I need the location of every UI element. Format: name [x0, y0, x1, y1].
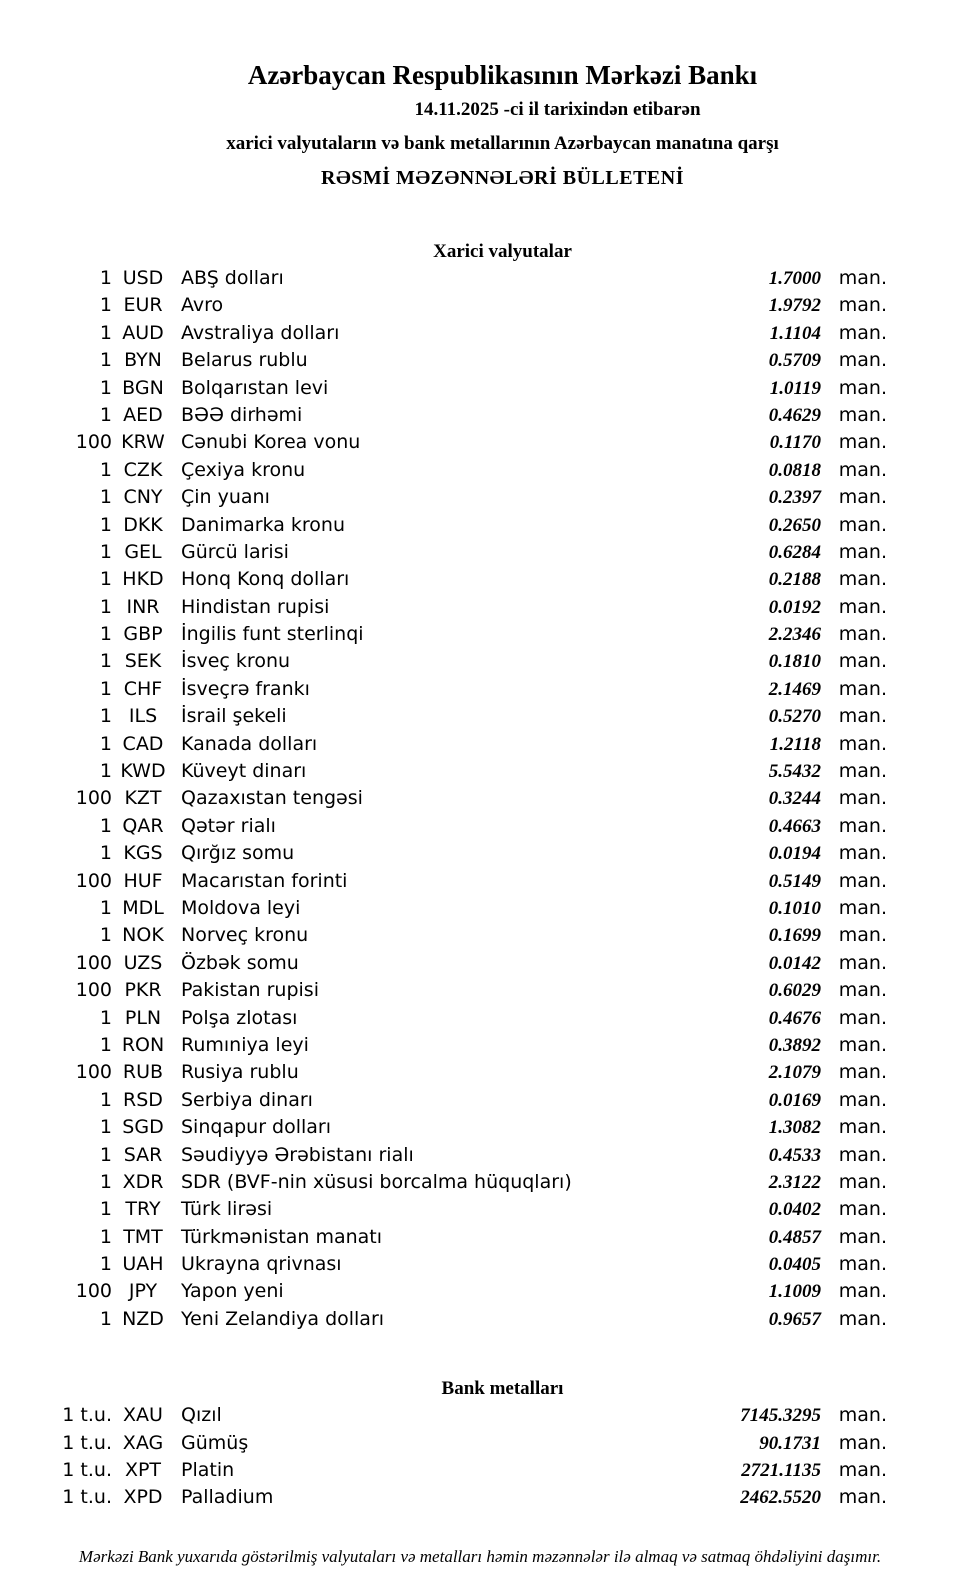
rate-value: 0.4676 [768, 1007, 821, 1029]
currency-name: Qətər rialı [181, 814, 276, 837]
unit-label: man. [838, 267, 887, 289]
unit-label: man. [838, 1307, 887, 1330]
unit-label: man. [838, 623, 887, 646]
bulletin-title-line: RƏSMİ MƏZƏNNƏLƏRİ BÜLLETENİ [321, 167, 684, 189]
currency-name: Bolqarıstan levi [181, 376, 329, 399]
subtitle-line: xarici valyutaların və bank metallarının Azərbaycan manatına qarşı [226, 133, 779, 154]
currency-code: MDL [122, 896, 164, 919]
currency-name: SDR (BVF-nin xüsusi borcalma hüquqları) [181, 1170, 572, 1193]
currency-code: SGD [122, 1116, 164, 1139]
rate-value: 1.9792 [768, 295, 821, 317]
currency-code: CZK [123, 458, 163, 481]
rate-value: 2.1079 [768, 1062, 821, 1084]
table-row [0, 1059, 887, 1086]
table-row [0, 265, 887, 292]
quantity-value: 1 [99, 814, 112, 837]
currency-name: Hindistan rupisi [181, 595, 330, 618]
currency-code: GEL [124, 540, 162, 563]
quantity-value: 1 t.u. [62, 1431, 112, 1454]
currency-code: AED [123, 403, 163, 426]
unit-label: man. [838, 924, 887, 947]
currency-name: Türk lirəsi [181, 1198, 273, 1221]
currency-name: Gürcü larisi [181, 540, 289, 563]
quantity-value: 1 [99, 376, 112, 399]
table-row [0, 292, 887, 319]
quantity-value: 1 [99, 540, 112, 563]
table-row [0, 1196, 887, 1223]
unit-label: man. [838, 732, 887, 755]
rate-value: 2.3122 [768, 1171, 821, 1193]
currency-code: EUR [123, 294, 163, 317]
currency-code: QAR [122, 814, 164, 837]
quantity-value: 1 [99, 896, 112, 919]
unit-label: man. [838, 951, 887, 974]
quantity-value: 100 [75, 1280, 112, 1303]
currency-code: TRY [125, 1198, 161, 1221]
quantity-value: 1 t.u. [62, 1404, 112, 1427]
currency-code: XDR [122, 1170, 164, 1193]
unit-label: man. [838, 431, 887, 454]
table-row [0, 950, 887, 977]
table-row [0, 1251, 887, 1278]
currency-name: Özbək somu [181, 951, 299, 974]
unit-label: man. [838, 1404, 887, 1427]
rate-value: 0.5270 [768, 706, 821, 728]
currency-name: BƏƏ dirhəmi [181, 403, 303, 426]
currency-code: BYN [124, 349, 162, 372]
currency-name: Serbiya dinarı [181, 1088, 313, 1111]
unit-label: man. [838, 1198, 887, 1221]
rate-value: 1.7000 [768, 268, 821, 289]
table-row [0, 895, 887, 922]
table-row [0, 1306, 887, 1333]
unit-label: man. [838, 568, 887, 591]
currency-name: Avro [181, 294, 224, 317]
table-row [0, 1457, 887, 1484]
table-row [0, 1278, 887, 1305]
rate-value: 7145.3295 [740, 1405, 821, 1427]
currency-code: CHF [123, 677, 163, 700]
currency-name: Gümüş [181, 1431, 249, 1454]
unit-label: man. [838, 677, 887, 700]
currency-name: Belarus rublu [181, 349, 308, 372]
currency-name: Rusiya rublu [181, 1061, 299, 1084]
footer-note: Mərkəzi Bank yuxarıda göstərilmiş valyutaları və metalları həmin məzənnələr ilə almaq və satmaq öhdəliyini daşımır. [78, 1546, 882, 1566]
document-header [0, 0, 960, 195]
quantity-value: 1 [99, 842, 112, 865]
rate-value: 1.1104 [769, 322, 821, 344]
currency-name: Cənubi Korea vonu [181, 431, 361, 454]
currency-code: XAU [123, 1404, 163, 1427]
currency-name: Səudiyyə Ərəbistanı rialı [181, 1143, 414, 1166]
rate-value: 0.1010 [768, 897, 821, 919]
quantity-value: 1 [99, 1253, 112, 1276]
quantity-value: 1 [99, 568, 112, 591]
currency-code: XAG [122, 1431, 164, 1454]
currency-code: CNY [123, 486, 163, 509]
unit-label: man. [838, 376, 887, 399]
currency-code: JPY [128, 1280, 158, 1303]
table-row [0, 785, 887, 812]
rate-value: 0.4629 [768, 404, 821, 426]
table-row [0, 621, 887, 648]
currency-code: SAR [123, 1143, 163, 1166]
quantity-value: 1 [99, 349, 112, 372]
unit-label: man. [838, 896, 887, 919]
unit-label: man. [838, 1280, 887, 1303]
quantity-value: 1 [99, 705, 112, 728]
table-row [0, 402, 887, 429]
table-row [0, 1005, 887, 1032]
quantity-value: 100 [75, 979, 112, 1002]
quantity-value: 1 [99, 1225, 112, 1248]
rate-value: 0.1170 [769, 432, 821, 454]
currencies-table [0, 265, 887, 1333]
currency-code: USD [122, 267, 164, 289]
unit-label: man. [838, 1061, 887, 1084]
table-row [0, 1142, 887, 1169]
quantity-value: 100 [75, 431, 112, 454]
currency-code: HKD [122, 568, 164, 591]
unit-label: man. [838, 842, 887, 865]
currency-code: ILS [128, 705, 158, 728]
table-row [0, 676, 887, 703]
quantity-value: 1 [99, 1170, 112, 1193]
rate-value: 0.0405 [768, 1254, 821, 1276]
currency-code: RON [121, 1033, 165, 1056]
rate-value: 0.0192 [768, 596, 821, 618]
rate-value: 2.1469 [768, 678, 821, 700]
rate-value: 0.0402 [768, 1199, 821, 1221]
currency-code: NOK [122, 924, 164, 947]
quantity-value: 1 [99, 403, 112, 426]
quantity-value: 1 t.u. [62, 1459, 112, 1482]
currency-name: Polşa zlotası [181, 1006, 298, 1029]
currency-code: UZS [123, 951, 163, 974]
quantity-value: 1 [99, 486, 112, 509]
currency-code: HUF [123, 869, 163, 892]
rate-value: 0.4857 [768, 1226, 821, 1248]
unit-label: man. [838, 705, 887, 728]
quantity-value: 1 [99, 595, 112, 618]
unit-label: man. [838, 869, 887, 892]
table-row [0, 375, 887, 402]
currency-code: PLN [124, 1006, 162, 1029]
table-row [0, 648, 887, 675]
rate-value: 0.3244 [768, 788, 821, 810]
currency-code: TMT [123, 1225, 163, 1248]
currency-code: INR [126, 595, 160, 618]
currency-name: Macarıstan forinti [181, 869, 348, 892]
table-row [0, 1224, 887, 1251]
rate-value: 2.2346 [768, 624, 821, 646]
currency-name: Moldova leyi [181, 896, 301, 919]
currency-code: BGN [122, 376, 164, 399]
table-row [0, 566, 887, 593]
rate-value: 0.1810 [768, 651, 821, 673]
unit-label: man. [838, 1431, 887, 1454]
unit-label: man. [838, 1143, 887, 1166]
quantity-value: 1 [99, 650, 112, 673]
page-title: Azərbaycan Respublikasının Mərkəzi Bankı [247, 60, 758, 90]
quantity-value: 1 [99, 513, 112, 536]
rate-value: 0.0169 [768, 1089, 821, 1111]
quantity-value: 1 [99, 924, 112, 947]
quantity-value: 1 [99, 732, 112, 755]
rate-value: 0.2650 [768, 514, 821, 536]
rate-value: 0.0142 [768, 952, 821, 974]
rate-value: 0.1699 [768, 925, 821, 947]
quantity-value: 100 [75, 951, 112, 974]
currency-code: GBP [123, 623, 163, 646]
currency-name: Yeni Zelandiya dolları [181, 1307, 385, 1330]
rate-value: 0.0818 [768, 459, 821, 481]
quantity-value: 1 [99, 1307, 112, 1330]
currency-name: Ukrayna qrivnası [181, 1253, 342, 1276]
currency-name: Pakistan rupisi [181, 979, 319, 1002]
unit-label: man. [838, 540, 887, 563]
rate-value: 0.6284 [768, 541, 821, 563]
quantity-value: 1 [99, 1116, 112, 1139]
currency-name: Qızıl [181, 1404, 222, 1427]
quantity-value: 1 [99, 267, 112, 289]
table-row [0, 320, 887, 347]
rate-value: 0.2188 [768, 569, 821, 591]
quantity-value: 1 [99, 760, 112, 783]
metals-table [0, 1402, 887, 1512]
quantity-value: 100 [75, 869, 112, 892]
currency-code: CAD [122, 732, 164, 755]
currency-code: RUB [122, 1061, 164, 1084]
currency-name: Küveyt dinarı [181, 760, 307, 783]
currency-code: UAH [122, 1253, 164, 1276]
unit-label: man. [838, 1459, 887, 1482]
unit-label: man. [838, 650, 887, 673]
currency-code: SEK [124, 650, 162, 673]
currency-name: Türkmənistan manatı [181, 1225, 383, 1248]
rate-value: 0.3892 [768, 1034, 821, 1056]
table-row [0, 1169, 887, 1196]
currency-code: NZD [122, 1307, 164, 1330]
currency-name: Danimarka kronu [181, 513, 346, 536]
currency-name: İngilis funt sterlinqi [181, 623, 364, 646]
currency-code: KWD [120, 760, 166, 783]
currency-name: İsrail şekeli [181, 705, 287, 728]
currency-name: Norveç kronu [181, 924, 309, 947]
rate-value: 1.2118 [769, 733, 821, 755]
quantity-value: 100 [75, 787, 112, 810]
currency-name: Honq Konq dolları [181, 568, 350, 591]
currency-code: XPD [123, 1486, 163, 1509]
quantity-value: 1 [99, 294, 112, 317]
unit-label: man. [838, 979, 887, 1002]
table-row [0, 512, 887, 539]
effective-date-line: 14.11.2025 -ci il tarixindən etibarən [414, 99, 701, 120]
currency-code: XPT [124, 1459, 162, 1482]
currency-name: Çexiya kronu [181, 458, 306, 481]
unit-label: man. [838, 814, 887, 837]
rate-value: 0.4533 [768, 1144, 821, 1166]
currency-code: PKR [124, 979, 162, 1002]
unit-label: man. [838, 1033, 887, 1056]
unit-label: man. [838, 1170, 887, 1193]
quantity-value: 100 [75, 1061, 112, 1084]
unit-label: man. [838, 513, 887, 536]
table-row [0, 1484, 887, 1511]
currency-name: Sinqapur dolları [181, 1116, 332, 1139]
quantity-value: 1 [99, 1198, 112, 1221]
unit-label: man. [838, 1253, 887, 1276]
unit-label: man. [838, 1088, 887, 1111]
quantity-value: 1 [99, 1006, 112, 1029]
currency-name: Qazaxıstan tengəsi [181, 787, 363, 810]
unit-label: man. [838, 1225, 887, 1248]
table-row [0, 868, 887, 895]
unit-label: man. [838, 760, 887, 783]
unit-label: man. [838, 486, 887, 509]
table-row [0, 1114, 887, 1141]
quantity-value: 1 [99, 321, 112, 344]
rate-value: 5.5432 [768, 761, 821, 783]
currency-code: DKK [123, 513, 163, 536]
rate-value: 0.2397 [768, 487, 821, 509]
currency-code: KGS [123, 842, 163, 865]
table-row [0, 429, 887, 456]
quantity-value: 1 [99, 1088, 112, 1111]
rate-value: 0.6029 [768, 980, 821, 1002]
unit-label: man. [838, 321, 887, 344]
table-row [0, 1032, 887, 1059]
quantity-value: 1 t.u. [62, 1486, 112, 1509]
currency-code: KZT [124, 787, 162, 810]
unit-label: man. [838, 458, 887, 481]
unit-label: man. [838, 349, 887, 372]
table-row [0, 977, 887, 1004]
rate-value: 0.5149 [768, 870, 821, 892]
currency-code: KRW [121, 431, 165, 454]
quantity-value: 1 [99, 1033, 112, 1056]
currency-name: Çin yuanı [181, 486, 270, 509]
table-row [0, 1430, 887, 1457]
rate-value: 90.1731 [759, 1432, 821, 1454]
metals-section-heading: Bank metalları [441, 1378, 564, 1400]
currency-name: ABŞ dolları [181, 267, 284, 289]
table-row [0, 922, 887, 949]
table-row [0, 347, 887, 374]
quantity-value: 1 [99, 623, 112, 646]
table-row [0, 1087, 887, 1114]
currency-name: Rumıniya leyi [181, 1033, 309, 1056]
rate-value: 0.5709 [768, 350, 821, 372]
rate-value: 1.1009 [768, 1281, 821, 1303]
table-row [0, 539, 887, 566]
unit-label: man. [838, 294, 887, 317]
table-row [0, 484, 887, 511]
unit-label: man. [838, 595, 887, 618]
unit-label: man. [838, 403, 887, 426]
table-row [0, 813, 887, 840]
rate-value: 1.0119 [769, 377, 821, 399]
rate-value: 2462.5520 [740, 1487, 821, 1509]
currency-name: Qırğız somu [181, 842, 295, 865]
currency-code: AUD [122, 321, 164, 344]
table-row [0, 758, 887, 785]
currencies-section-heading: Xarici valyutalar [433, 241, 572, 262]
quantity-value: 1 [99, 1143, 112, 1166]
quantity-value: 1 [99, 677, 112, 700]
unit-label: man. [838, 787, 887, 810]
currency-name: Yapon yeni [181, 1280, 284, 1303]
currency-code: RSD [123, 1088, 163, 1111]
table-row [0, 840, 887, 867]
currency-name: Palladium [181, 1486, 274, 1509]
table-row [0, 457, 887, 484]
currency-name: Avstraliya dolları [181, 321, 340, 344]
currency-name: İsveçrə frankı [181, 677, 310, 700]
table-row [0, 703, 887, 730]
rate-value: 2721.1135 [741, 1460, 821, 1482]
table-row [0, 1402, 887, 1429]
unit-label: man. [838, 1006, 887, 1029]
currency-name: Platin [181, 1459, 235, 1482]
table-row [0, 594, 887, 621]
quantity-value: 1 [99, 458, 112, 481]
rate-value: 0.4663 [768, 815, 821, 837]
rate-value: 0.9657 [768, 1308, 821, 1330]
unit-label: man. [838, 1116, 887, 1139]
unit-label: man. [838, 1486, 887, 1509]
currency-name: Kanada dolları [181, 732, 318, 755]
rate-value: 0.0194 [768, 843, 821, 865]
rate-value: 1.3082 [768, 1117, 821, 1139]
currency-name: İsveç kronu [181, 650, 291, 673]
table-row [0, 731, 887, 758]
